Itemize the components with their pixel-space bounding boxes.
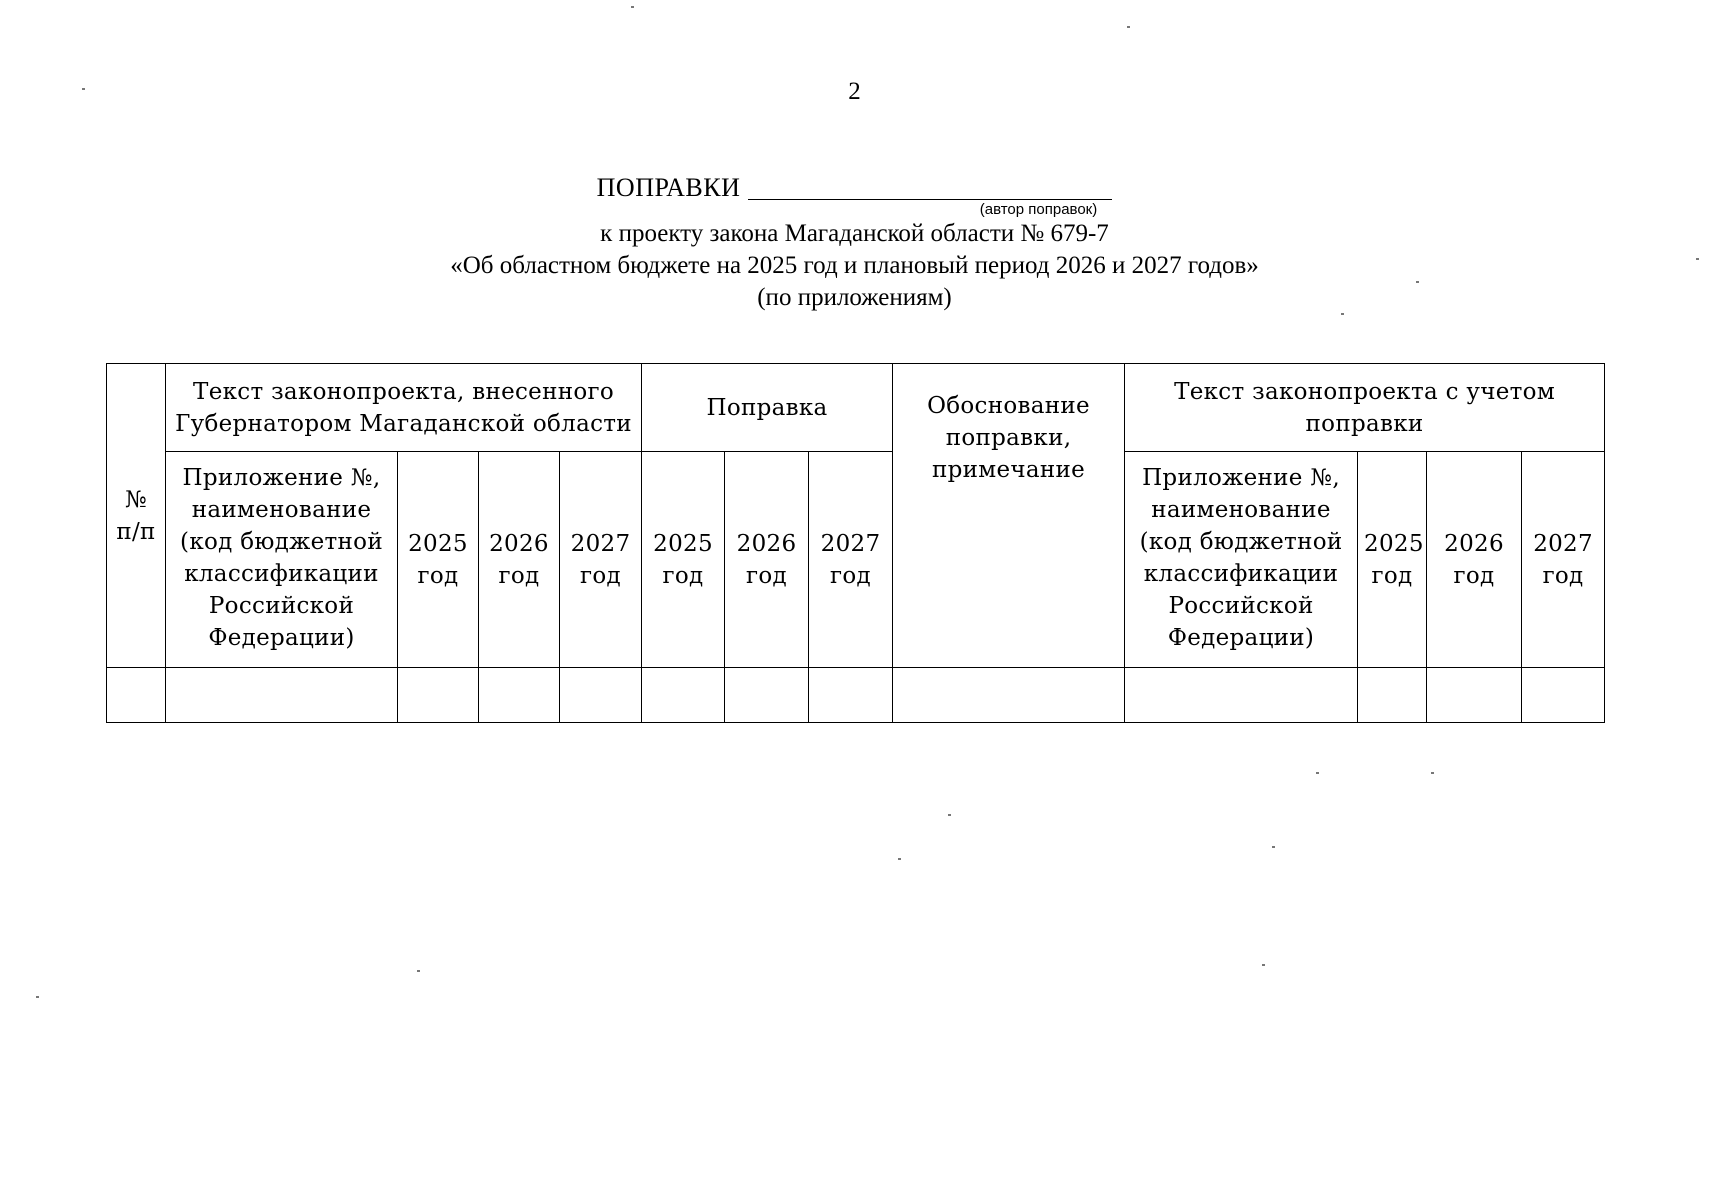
author-caption: (автор поправок) [979, 201, 1098, 218]
original-2027-header: 2027 год [560, 452, 642, 668]
scan-speck [36, 996, 39, 998]
table-row [107, 668, 1605, 723]
title-row [0, 172, 1709, 203]
scan-speck [82, 88, 85, 90]
amendment-2027-header: 2027 год [809, 452, 893, 668]
table-cell[interactable] [107, 668, 166, 723]
scan-speck [1316, 772, 1319, 774]
scan-speck [898, 858, 901, 860]
table-cell[interactable] [398, 668, 479, 723]
scan-speck [417, 970, 420, 972]
amendment-2025-header: 2025 год [642, 452, 725, 668]
table-cell[interactable] [725, 668, 809, 723]
original-2026-header: 2026 год [479, 452, 560, 668]
page-number: 2 [848, 78, 861, 105]
scan-speck [948, 814, 951, 816]
scan-speck [1696, 258, 1699, 260]
amendments-table [106, 363, 1605, 723]
table-cell[interactable] [1358, 668, 1427, 723]
scan-speck [631, 6, 634, 8]
table-cell[interactable] [893, 668, 1125, 723]
col-justification-header: Обоснование поправки, примечание [893, 364, 1125, 668]
scan-speck [1341, 313, 1344, 315]
table-cell[interactable] [560, 668, 642, 723]
result-2026-header: 2026 год [1427, 452, 1522, 668]
group-original-header: Текст законопроекта, внесенного Губернатором Магаданской области [166, 364, 642, 452]
table-cell[interactable] [479, 668, 560, 723]
header-row-groups [107, 364, 1605, 452]
table-cell[interactable] [1427, 668, 1522, 723]
result-2025-header: 2025 год [1358, 452, 1427, 668]
table-cell[interactable] [1125, 668, 1358, 723]
result-appendix-header: Приложение №, наименование (код бюджетной классификации Российской Федерации) [1125, 452, 1358, 668]
bill-reference: к проекту закона Магаданской области № 679-7 [600, 220, 1109, 247]
result-2027-header: 2027 год [1522, 452, 1605, 668]
group-amendment-header: Поправка [642, 364, 893, 452]
appendix-note: (по приложениям) [757, 284, 952, 311]
original-appendix-header: Приложение №, наименование (код бюджетной классификации Российской Федерации) [166, 452, 398, 668]
original-2025-header: 2025 год [398, 452, 479, 668]
scan-speck [1127, 26, 1130, 28]
amendment-2026-header: 2026 год [725, 452, 809, 668]
table-cell[interactable] [1522, 668, 1605, 723]
document-heading [0, 172, 1709, 314]
table-cell[interactable] [809, 668, 893, 723]
scan-speck [1431, 772, 1434, 774]
bill-title: «Об областном бюджете на 2025 год и плановый период 2026 и 2027 годов» [450, 252, 1259, 279]
author-blank-line [748, 172, 1112, 200]
scan-speck [1272, 846, 1275, 848]
header-row-columns [107, 452, 1605, 668]
table-cell[interactable] [642, 668, 725, 723]
table-cell[interactable] [166, 668, 398, 723]
document-title: ПОПРАВКИ [596, 173, 741, 202]
scan-speck [1416, 281, 1419, 283]
col-number-header: № п/п [107, 364, 166, 668]
scan-speck [1262, 964, 1265, 966]
group-result-header: Текст законопроекта с учетом поправки [1125, 364, 1605, 452]
